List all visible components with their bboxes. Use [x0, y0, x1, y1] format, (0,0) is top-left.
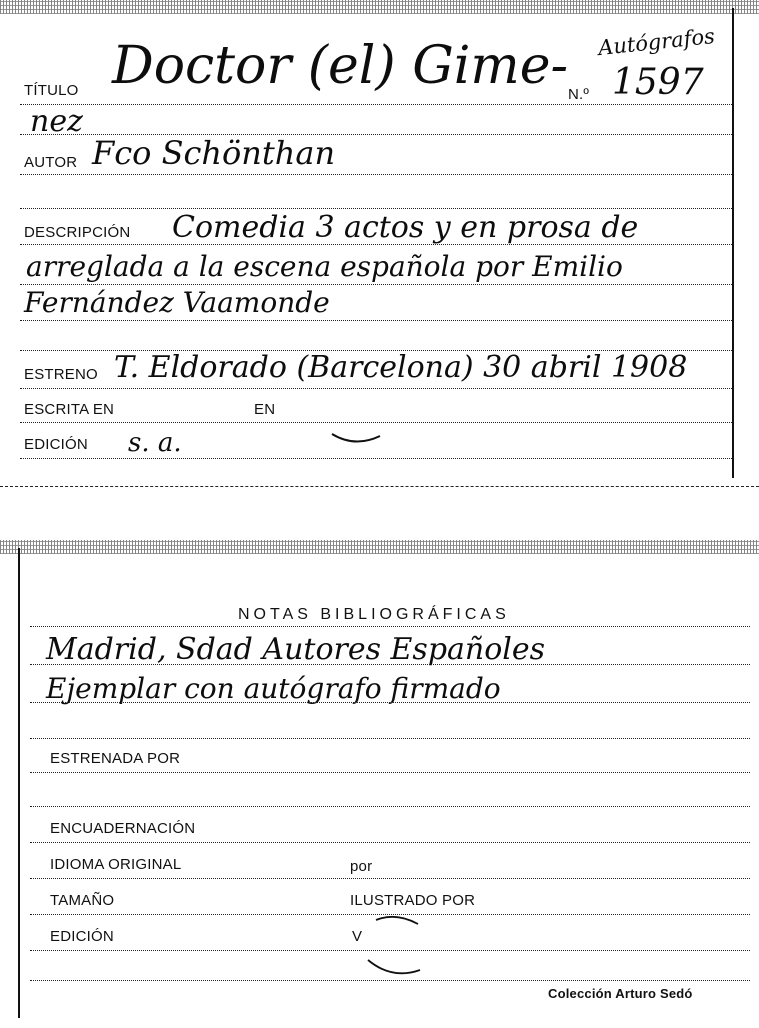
ilustrado-por-label: ILUSTRADO POR — [350, 892, 476, 909]
encuadernacion-label: ENCUADERNACIÓN — [50, 820, 196, 837]
line-blank-back — [30, 806, 750, 807]
line-estreno — [20, 388, 732, 389]
estrenada-por-label: ESTRENADA POR — [50, 750, 181, 767]
line-descripcion-3 — [20, 320, 732, 321]
numero-value: 1597 — [612, 62, 704, 103]
card-left-edge — [18, 548, 20, 1018]
autor-value: Fco Schönthan — [92, 134, 336, 172]
card-bottom-edge — [0, 486, 759, 487]
notes-line-1: Madrid, Sdad Autores Españoles — [46, 632, 546, 667]
edicion-label: EDICIÓN — [24, 436, 88, 453]
line-descripcion-2 — [20, 284, 732, 285]
notes-title: NOTAS BIBLIOGRÁFICAS — [238, 606, 510, 623]
edicion-value: s. a. — [128, 428, 182, 458]
line-idioma — [30, 878, 750, 879]
titulo-label: TÍTULO — [24, 82, 79, 99]
stamp-mark-icon-back — [356, 912, 436, 982]
line-estrenada — [30, 772, 750, 773]
catalog-card-back — [0, 540, 759, 1028]
scan-noise-top — [0, 0, 759, 14]
idioma-original-label: IDIOMA ORIGINAL — [50, 856, 182, 873]
card-right-edge — [732, 8, 734, 478]
line-notes-2 — [30, 702, 750, 703]
line-blank-1 — [20, 208, 732, 209]
tamano-label: TAMAÑO — [50, 892, 115, 909]
line-autor — [20, 174, 732, 175]
catalog-card-front — [0, 0, 759, 492]
descripcion-label: DESCRIPCIÓN — [24, 224, 131, 241]
por-label: por — [350, 858, 373, 875]
line-edicion — [20, 458, 732, 459]
line-encuadernacion — [30, 842, 750, 843]
line-notes-0 — [30, 626, 750, 627]
titulo-value: Doctor (el) Gime- — [112, 36, 569, 96]
descripcion-line-2: arreglada a la escena española por Emilio — [26, 250, 623, 283]
numero-label: N.º — [568, 86, 590, 103]
line-final — [30, 980, 750, 981]
descripcion-line-1: Comedia 3 actos y en prosa de — [172, 210, 639, 245]
corner-note: Autógrafos — [597, 23, 716, 61]
autor-label: AUTOR — [24, 154, 78, 171]
edicion-back-label: EDICIÓN — [50, 928, 114, 945]
escrita-en-label: ESCRITA EN — [24, 401, 115, 418]
collection-footer: Colección Arturo Sedó — [548, 986, 693, 1001]
estreno-label: ESTRENO — [24, 366, 98, 383]
line-descripcion-1 — [20, 244, 732, 245]
estreno-value: T. Eldorado (Barcelona) 30 abril 1908 — [114, 350, 688, 385]
v-label: V — [352, 928, 363, 945]
scan-noise-top-back — [0, 540, 759, 554]
line-notes-1 — [30, 664, 750, 665]
en-label: EN — [254, 401, 276, 418]
line-titulo — [20, 104, 732, 105]
line-notes-3 — [30, 738, 750, 739]
stamp-mark-icon — [320, 396, 390, 452]
titulo-value-cont: nez — [30, 104, 83, 139]
notes-line-2: Ejemplar con autógrafo firmado — [46, 672, 501, 705]
descripcion-line-3: Fernández Vaamonde — [24, 286, 330, 319]
